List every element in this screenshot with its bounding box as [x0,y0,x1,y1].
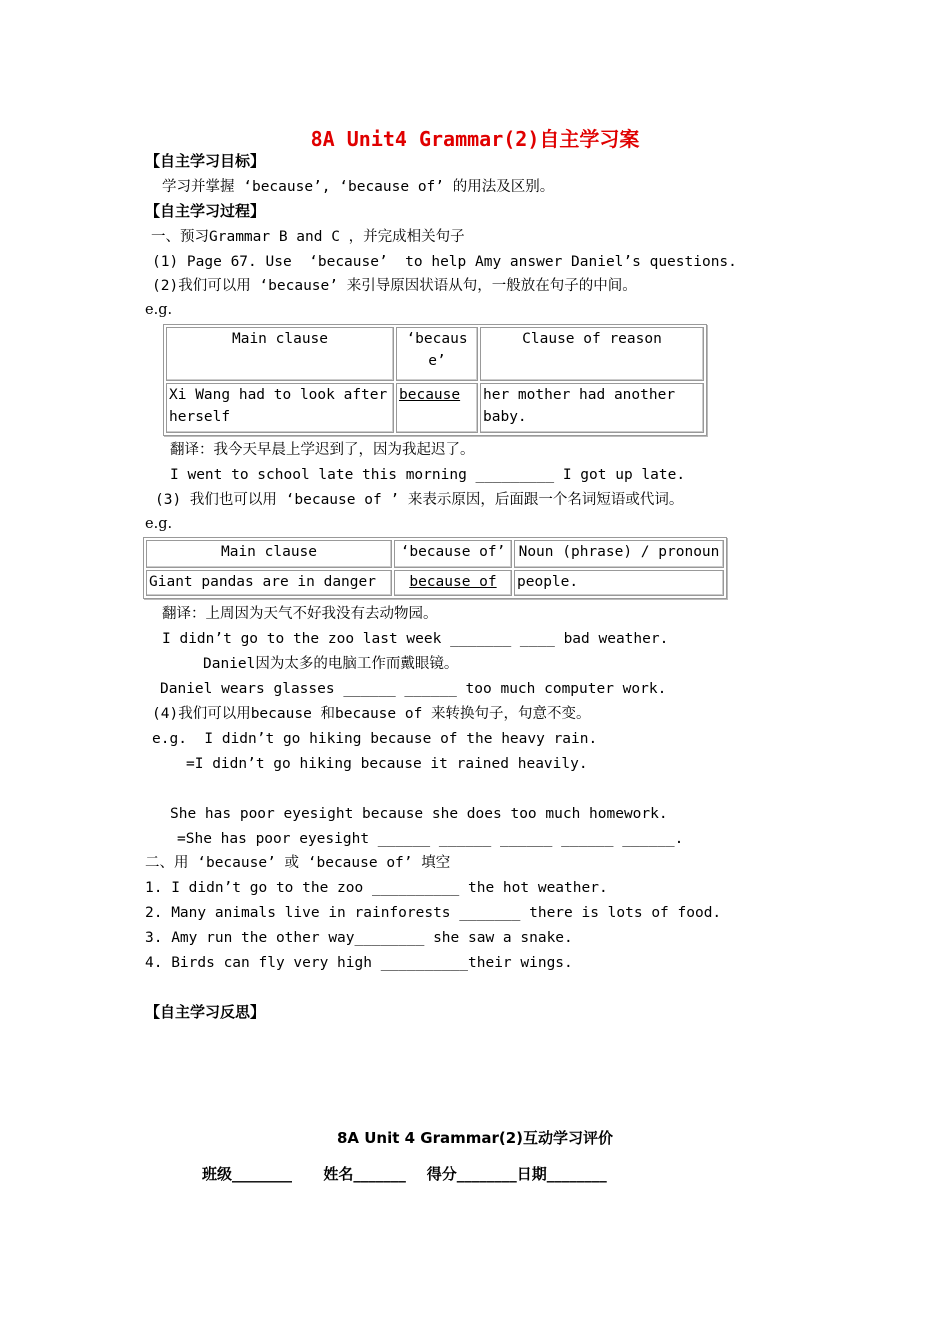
eg-label-1: e.g. [145,302,173,318]
table2-cell-because-of: because of [394,570,512,596]
table1-header-reason: Clause of reason [480,327,704,381]
translate-3-en: Daniel wears glasses ______ ______ too much computer work. [160,681,667,697]
part1-intro: 一、预习Grammar B and C ，并完成相关句子 [151,229,465,245]
table1-cell-reason: her mother had another baby. [480,383,704,433]
fill-item-3: 3. Amy run the other way________ she saw a snake. [145,930,573,946]
fill-item-1: 1. I didn’t go to the zoo __________ the hot weather. [145,880,608,896]
fill-item-2: 2. Many animals live in rainforests _______ there is lots of food. [145,905,722,921]
exercise-line-1: She has poor eyesight because she does too much homework. [170,806,668,822]
eg-label-2: e.g. [145,516,173,532]
translate-3-cn: Daniel因为太多的电脑工作而戴眼镜。 [203,656,459,672]
part2-intro: 二、用 ‘because’ 或 ‘because of’ 填空 [145,855,451,871]
table2-cell-main: Giant pandas are in danger [146,570,392,596]
item-1: (1) Page 67. Use ‘because’ to help Amy answer Daniel’s questions. [152,254,737,270]
goals-heading: 【自主学习目标】 [145,152,266,170]
table2-header-main: Main clause [146,540,392,568]
eg-3-line-1: e.g. I didn’t go hiking because of the heavy rain. [152,731,598,747]
translate-1-en: I went to school late this morning _________ I got up late. [170,467,686,483]
item-3: (3) 我们也可以用 ‘because of ’ 来表示原因，后面跟一个名词短语或代词。 [155,492,684,508]
eg-3-line-2: =I didn’t go hiking because it rained heavily. [186,756,588,772]
exercise-line-2: =She has poor eyesight ______ ______ ______ ______ ______. [177,831,684,847]
reflect-heading: 【自主学习反思】 [145,1003,266,1021]
table1-cell-because: because [396,383,478,433]
fill-item-4: 4. Birds can fly very high __________their wings. [145,955,573,971]
translate-2-cn: 翻译：上周因为天气不好我没有去动物园。 [162,606,438,622]
table2-cell-noun: people. [514,570,724,596]
table2-header-because-of: ‘because of’ [394,540,512,568]
item-4: (4)我们可以用because 和because of 来转换句子，句意不变。 [152,706,591,722]
table1-cell-main: Xi Wang had to look after herself [166,383,394,433]
page-title: 8A Unit4 Grammar(2)自主学习案 [310,127,640,151]
footer-fields: 班级________ 姓名_______ 得分________日期________ [202,1165,607,1183]
translate-1-cn: 翻译：我今天早晨上学迟到了，因为我起迟了。 [170,442,475,458]
table1-header-because: ‘because’ [396,327,478,381]
table1-header-main: Main clause [166,327,394,381]
translate-2-en: I didn’t go to the zoo last week _______ ____ bad weather. [162,631,669,647]
table2-header-noun: Noun (phrase) / pronoun [514,540,724,568]
item-2: (2)我们可以用 ‘because’ 来引导原因状语从句，一般放在句子的中间。 [152,278,637,294]
table-because [163,324,707,436]
footer-title: 8A Unit 4 Grammar(2)互动学习评价 [336,1129,614,1147]
process-heading: 【自主学习过程】 [145,202,266,220]
goals-text: 学习并掌握 ‘because’, ‘because of’ 的用法及区别。 [162,179,555,195]
table-because-of [143,537,727,599]
